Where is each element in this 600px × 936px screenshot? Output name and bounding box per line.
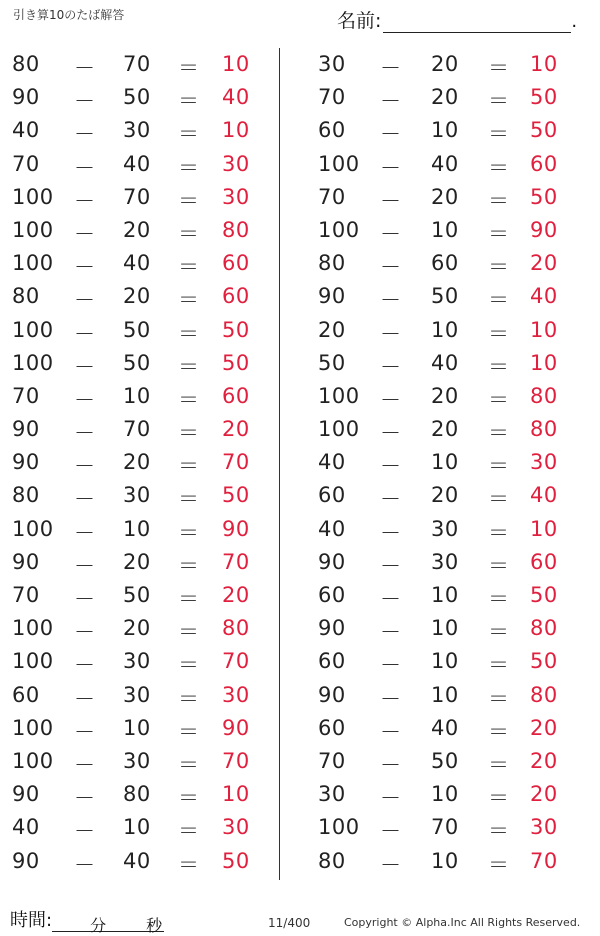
subtrahend: 20 <box>431 184 459 209</box>
minuend: 90 <box>12 450 40 475</box>
minuend: 50 <box>318 350 346 375</box>
minus-sign: － <box>74 421 96 446</box>
subtrahend: 10 <box>431 682 459 707</box>
subtrahend: 40 <box>431 350 459 375</box>
equals-sign: ＝ <box>488 819 510 844</box>
minuend: 80 <box>12 284 40 309</box>
minus-sign: － <box>380 155 402 180</box>
answer: 60 <box>530 151 558 176</box>
subtrahend: 50 <box>431 284 459 309</box>
subtrahend: 70 <box>431 815 459 840</box>
minus-sign: － <box>380 553 402 578</box>
equals-sign: ＝ <box>488 786 510 811</box>
subtrahend: 30 <box>123 483 151 508</box>
minuend: 100 <box>318 151 360 176</box>
minuend: 60 <box>318 118 346 143</box>
answer: 20 <box>222 417 250 442</box>
minus-sign: － <box>74 155 96 180</box>
minutes-label: 分 <box>90 916 107 935</box>
subtrahend: 40 <box>431 151 459 176</box>
answer: 50 <box>530 118 558 143</box>
subtrahend: 20 <box>431 85 459 110</box>
minuend: 70 <box>12 383 40 408</box>
subtrahend: 40 <box>123 251 151 276</box>
minuend: 90 <box>318 549 346 574</box>
copyright-text: Copyright © Alpha.Inc All Rights Reserved. <box>344 916 581 929</box>
equals-sign: ＝ <box>178 255 200 280</box>
minuend: 80 <box>318 251 346 276</box>
equals-sign: ＝ <box>488 487 510 512</box>
minuend: 100 <box>12 649 54 674</box>
answer: 50 <box>530 649 558 674</box>
subtrahend: 50 <box>123 317 151 342</box>
equals-sign: ＝ <box>178 786 200 811</box>
subtrahend: 20 <box>123 549 151 574</box>
answer: 40 <box>222 85 250 110</box>
minuend: 100 <box>12 616 54 641</box>
time-blank-line <box>52 913 164 935</box>
equals-sign: ＝ <box>488 354 510 379</box>
minuend: 60 <box>318 583 346 607</box>
subtrahend: 30 <box>123 649 151 674</box>
minus-sign: － <box>74 719 96 744</box>
answer: 40 <box>530 483 558 508</box>
equals-sign: ＝ <box>178 354 200 379</box>
equals-sign: ＝ <box>488 686 510 711</box>
minus-sign: － <box>380 852 402 877</box>
equals-sign: ＝ <box>178 520 200 545</box>
answer: 10 <box>222 52 250 76</box>
answer: 50 <box>530 184 558 209</box>
time-field <box>10 906 164 935</box>
subtrahend: 20 <box>431 483 459 508</box>
equals-sign: ＝ <box>488 255 510 280</box>
equals-sign: ＝ <box>488 620 510 645</box>
answer: 30 <box>222 151 250 176</box>
answer: 10 <box>222 782 250 807</box>
subtrahend: 20 <box>123 217 151 242</box>
subtrahend: 20 <box>431 52 459 76</box>
equals-sign: ＝ <box>488 122 510 147</box>
answer: 20 <box>530 715 558 740</box>
minuend: 100 <box>318 217 360 242</box>
equals-sign: ＝ <box>178 620 200 645</box>
minus-sign: － <box>380 321 402 346</box>
minus-sign: － <box>380 421 402 446</box>
minuend: 80 <box>12 483 40 508</box>
subtrahend: 10 <box>123 815 151 840</box>
subtrahend: 80 <box>123 782 151 807</box>
minuend: 90 <box>12 417 40 442</box>
answer: 70 <box>222 450 250 475</box>
minuend: 90 <box>318 682 346 707</box>
minuend: 100 <box>318 417 360 442</box>
subtrahend: 20 <box>123 284 151 309</box>
answer: 80 <box>530 383 558 408</box>
minuend: 30 <box>318 52 346 76</box>
subtrahend: 40 <box>431 715 459 740</box>
answer: 60 <box>530 549 558 574</box>
minuend: 70 <box>12 583 40 607</box>
answer: 50 <box>222 848 250 873</box>
minus-sign: － <box>74 786 96 811</box>
minuend: 100 <box>12 715 54 740</box>
minuend: 80 <box>12 52 40 76</box>
minus-sign: － <box>74 454 96 479</box>
subtrahend: 10 <box>431 649 459 674</box>
equals-sign: ＝ <box>488 454 510 479</box>
minus-sign: － <box>380 354 402 379</box>
minus-sign: － <box>74 653 96 678</box>
answer: 30 <box>530 815 558 840</box>
name-label: 名前: <box>337 10 382 32</box>
answer: 50 <box>222 317 250 342</box>
subtrahend: 20 <box>123 616 151 641</box>
equals-sign: ＝ <box>178 553 200 578</box>
equals-sign: ＝ <box>178 819 200 844</box>
equals-sign: ＝ <box>488 89 510 114</box>
answer: 70 <box>530 848 558 873</box>
subtrahend: 30 <box>123 118 151 143</box>
answer: 10 <box>222 118 250 143</box>
minuend: 90 <box>318 616 346 641</box>
subtrahend: 10 <box>123 715 151 740</box>
minuend: 100 <box>12 217 54 242</box>
subtrahend: 30 <box>123 748 151 773</box>
minuend: 90 <box>12 85 40 110</box>
minuend: 100 <box>12 748 54 773</box>
minus-sign: － <box>380 288 402 313</box>
minuend: 40 <box>12 118 40 143</box>
minuend: 90 <box>12 782 40 807</box>
equals-sign: ＝ <box>178 56 200 80</box>
minus-sign: － <box>74 686 96 711</box>
subtrahend: 50 <box>123 350 151 375</box>
answer: 50 <box>222 350 250 375</box>
minuend: 60 <box>318 483 346 508</box>
subtrahend: 10 <box>431 450 459 475</box>
minus-sign: － <box>74 288 96 313</box>
subtrahend: 20 <box>431 383 459 408</box>
subtrahend: 20 <box>431 417 459 442</box>
answer: 50 <box>530 85 558 110</box>
minus-sign: － <box>380 819 402 844</box>
answer: 80 <box>222 616 250 641</box>
equals-sign: ＝ <box>488 221 510 246</box>
subtrahend: 30 <box>431 516 459 541</box>
minuend: 40 <box>12 815 40 840</box>
name-blank-line <box>383 12 571 33</box>
equals-sign: ＝ <box>488 188 510 213</box>
answer: 30 <box>222 682 250 707</box>
minus-sign: － <box>380 56 402 80</box>
name-end-dot: . <box>571 11 578 32</box>
subtrahend: 70 <box>123 417 151 442</box>
page-number: 11/400 <box>268 916 311 930</box>
minuend: 40 <box>318 516 346 541</box>
equals-sign: ＝ <box>488 288 510 313</box>
equals-sign: ＝ <box>178 421 200 446</box>
equals-sign: ＝ <box>178 719 200 744</box>
subtrahend: 40 <box>123 151 151 176</box>
answer: 90 <box>530 217 558 242</box>
worksheet-title: 引き算10のたば解答 <box>13 8 125 22</box>
answer: 70 <box>222 549 250 574</box>
answer: 90 <box>222 516 250 541</box>
equals-sign: ＝ <box>488 587 510 611</box>
subtrahend: 40 <box>123 848 151 873</box>
minuend: 70 <box>318 184 346 209</box>
minus-sign: － <box>380 752 402 777</box>
subtrahend: 10 <box>431 848 459 873</box>
minus-sign: － <box>380 387 402 412</box>
equals-sign: ＝ <box>178 587 200 611</box>
equals-sign: ＝ <box>178 221 200 246</box>
equals-sign: ＝ <box>178 387 200 412</box>
minus-sign: － <box>380 454 402 479</box>
minuend: 60 <box>318 649 346 674</box>
equals-sign: ＝ <box>488 56 510 80</box>
subtrahend: 10 <box>123 383 151 408</box>
subtrahend: 70 <box>123 184 151 209</box>
equals-sign: ＝ <box>178 122 200 147</box>
answer: 20 <box>530 251 558 276</box>
equals-sign: ＝ <box>178 653 200 678</box>
subtrahend: 50 <box>123 583 151 607</box>
equals-sign: ＝ <box>178 188 200 213</box>
subtrahend: 10 <box>431 217 459 242</box>
subtrahend: 20 <box>123 450 151 475</box>
minus-sign: － <box>380 719 402 744</box>
minuend: 70 <box>318 748 346 773</box>
subtrahend: 60 <box>431 251 459 276</box>
minuend: 100 <box>318 815 360 840</box>
minuend: 20 <box>318 317 346 342</box>
minus-sign: － <box>74 56 96 80</box>
minus-sign: － <box>74 255 96 280</box>
answer: 80 <box>530 616 558 641</box>
answer: 30 <box>222 184 250 209</box>
column-divider <box>279 48 280 880</box>
minus-sign: － <box>380 520 402 545</box>
minuend: 100 <box>12 516 54 541</box>
minus-sign: － <box>380 686 402 711</box>
answer: 60 <box>222 284 250 309</box>
subtrahend: 50 <box>123 85 151 110</box>
subtrahend: 50 <box>431 748 459 773</box>
subtrahend: 10 <box>431 118 459 143</box>
minuend: 80 <box>318 848 346 873</box>
subtrahend: 10 <box>431 583 459 607</box>
subtrahend: 30 <box>123 682 151 707</box>
minus-sign: － <box>74 587 96 611</box>
equals-sign: ＝ <box>488 387 510 412</box>
minus-sign: － <box>380 255 402 280</box>
equals-sign: ＝ <box>488 553 510 578</box>
answer: 10 <box>530 516 558 541</box>
seconds-label: 秒 <box>146 916 163 935</box>
equals-sign: ＝ <box>178 454 200 479</box>
equals-sign: ＝ <box>488 653 510 678</box>
answer: 60 <box>222 383 250 408</box>
minuend: 70 <box>12 151 40 176</box>
subtrahend: 10 <box>431 317 459 342</box>
answer: 10 <box>530 317 558 342</box>
answer: 20 <box>530 782 558 807</box>
name-field <box>337 6 577 33</box>
subtrahend: 10 <box>431 616 459 641</box>
minuend: 70 <box>318 85 346 110</box>
answer: 10 <box>530 52 558 76</box>
minus-sign: － <box>74 122 96 147</box>
minuend: 90 <box>318 284 346 309</box>
equals-sign: ＝ <box>488 421 510 446</box>
minuend: 90 <box>12 848 40 873</box>
minus-sign: － <box>380 487 402 512</box>
equals-sign: ＝ <box>178 852 200 877</box>
equals-sign: ＝ <box>178 686 200 711</box>
minus-sign: － <box>74 553 96 578</box>
equals-sign: ＝ <box>178 487 200 512</box>
answer: 80 <box>530 682 558 707</box>
answer: 30 <box>530 450 558 475</box>
subtrahend: 10 <box>431 782 459 807</box>
minuend: 40 <box>318 450 346 475</box>
minus-sign: － <box>74 819 96 844</box>
minuend: 100 <box>12 251 54 276</box>
answer: 10 <box>530 350 558 375</box>
minus-sign: － <box>74 89 96 114</box>
minus-sign: － <box>380 221 402 246</box>
minus-sign: － <box>380 188 402 213</box>
minus-sign: － <box>74 387 96 412</box>
minuend: 100 <box>318 383 360 408</box>
equals-sign: ＝ <box>488 155 510 180</box>
minus-sign: － <box>74 487 96 512</box>
minuend: 60 <box>12 682 40 707</box>
time-label: 時間: <box>10 910 53 931</box>
answer: 50 <box>530 583 558 607</box>
answer: 90 <box>222 715 250 740</box>
subtrahend: 70 <box>123 52 151 76</box>
answer: 80 <box>222 217 250 242</box>
minus-sign: － <box>74 321 96 346</box>
equals-sign: ＝ <box>178 89 200 114</box>
minus-sign: － <box>74 221 96 246</box>
minus-sign: － <box>74 852 96 877</box>
minus-sign: － <box>380 89 402 114</box>
equals-sign: ＝ <box>178 752 200 777</box>
equals-sign: ＝ <box>178 155 200 180</box>
minuend: 100 <box>12 184 54 209</box>
minus-sign: － <box>74 620 96 645</box>
equals-sign: ＝ <box>488 520 510 545</box>
minus-sign: － <box>380 786 402 811</box>
answer: 60 <box>222 251 250 276</box>
equals-sign: ＝ <box>488 719 510 744</box>
minuend: 60 <box>318 715 346 740</box>
minus-sign: － <box>74 520 96 545</box>
minus-sign: － <box>74 354 96 379</box>
subtrahend: 10 <box>123 516 151 541</box>
answer: 20 <box>530 748 558 773</box>
answer: 20 <box>222 583 250 607</box>
answer: 50 <box>222 483 250 508</box>
minuend: 100 <box>12 350 54 375</box>
equals-sign: ＝ <box>178 288 200 313</box>
minus-sign: － <box>74 188 96 213</box>
equals-sign: ＝ <box>488 321 510 346</box>
minus-sign: － <box>380 620 402 645</box>
answer: 80 <box>530 417 558 442</box>
subtrahend: 30 <box>431 549 459 574</box>
minus-sign: － <box>74 752 96 777</box>
answer: 70 <box>222 649 250 674</box>
equals-sign: ＝ <box>178 321 200 346</box>
equals-sign: ＝ <box>488 752 510 777</box>
answer: 70 <box>222 748 250 773</box>
equals-sign: ＝ <box>488 852 510 877</box>
minus-sign: － <box>380 122 402 147</box>
minuend: 30 <box>318 782 346 807</box>
answer: 40 <box>530 284 558 309</box>
answer: 30 <box>222 815 250 840</box>
minus-sign: － <box>380 653 402 678</box>
minus-sign: － <box>380 587 402 611</box>
minuend: 90 <box>12 549 40 574</box>
minuend: 100 <box>12 317 54 342</box>
